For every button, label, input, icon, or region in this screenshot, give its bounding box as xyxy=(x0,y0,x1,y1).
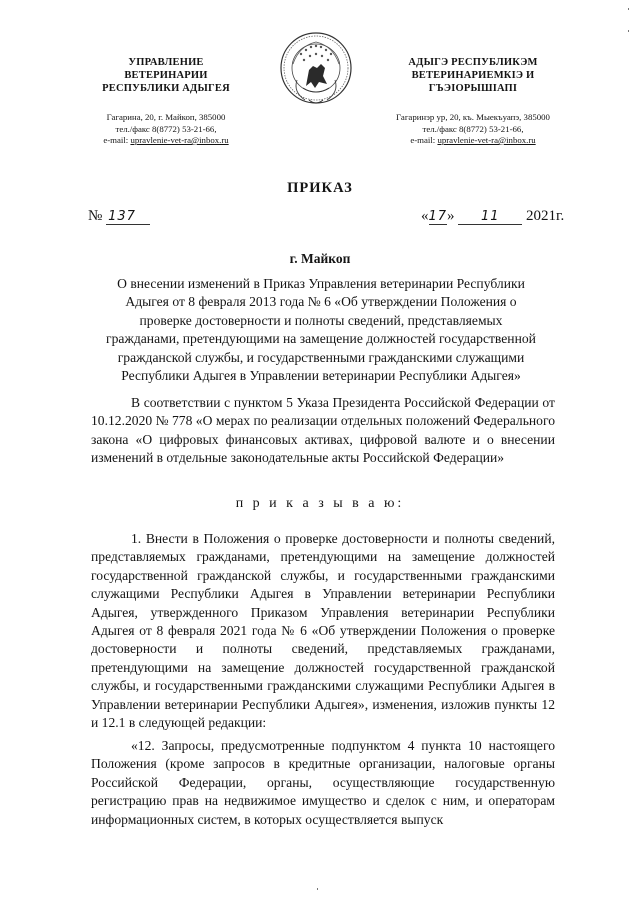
subject-line-4: гражданами, претендующими на замещение должностей государственной xyxy=(106,331,536,347)
left-email-link[interactable]: upravlenie-vet-ra@inbox.ru xyxy=(130,135,229,145)
preamble-text: В соответствии с пунктом 5 Указа Президента Российской Федерации от 10.12.2020 № 778 «О мерах по реализации отдельных положений Федерального закона «О цифровых финансовых активах, цифровой валюте и о внесении изменений в отдельные законодательные акты Российской Федерации» xyxy=(91,395,555,466)
left-email-line xyxy=(66,135,266,147)
item-12-paragraph xyxy=(91,737,555,829)
preamble-paragraph xyxy=(91,394,555,468)
right-org-line-3: ГЪЭIОРЫШIАПI xyxy=(428,83,518,94)
item-1-paragraph xyxy=(91,530,555,732)
scan-speck xyxy=(628,8,629,10)
date-open-quote: « xyxy=(421,208,429,224)
left-org-line-2: ВЕТЕРИНАРИИ xyxy=(124,70,208,81)
order-number xyxy=(88,208,150,225)
emblem xyxy=(279,30,353,110)
date-month: 11 xyxy=(458,209,522,225)
right-contacts xyxy=(366,112,580,147)
date-year: 2021г. xyxy=(526,208,565,224)
scan-speck xyxy=(628,30,629,32)
left-contacts xyxy=(66,112,266,147)
date-day: 17 xyxy=(428,209,448,224)
left-org-header xyxy=(66,56,266,95)
coat-of-arms-icon xyxy=(279,30,353,110)
right-org-line-1: АДЫГЭ РЕСПУБЛИКЭМ xyxy=(408,57,538,68)
item-12-text: «12. Запросы, предусмотренные подпунктом 4 пункта 10 настоящего Положения (кроме запросов в кредитные организации, налоговые органы Российской Федерации, органы, осуществляющие государственную регистрацию прав на недвижимое имущество и сделок с ним, и операторам информационных систем, в которых осуществляется выпуск xyxy=(91,738,555,827)
number-value: 137 xyxy=(106,209,150,225)
right-email-line xyxy=(366,135,580,147)
left-org-line-3: РЕСПУБЛИКИ АДЫГЕЯ xyxy=(102,83,230,94)
left-email-prefix: e-mail: xyxy=(103,135,131,145)
subject-line-6: Республики Адыгея в Управлении ветеринарии Республики Адыгея» xyxy=(121,368,521,384)
document-city: г. Майкоп xyxy=(289,251,351,266)
scan-speck xyxy=(317,888,318,890)
order-word: п р и к а з ы в а ю: xyxy=(235,496,405,511)
subject-line-1: О внесении изменений в Приказ Управления ветеринарии Республики xyxy=(117,276,525,291)
item-1-text: 1. Внести в Положения о проверке достоверности и полноты сведений, представляемых гражданами, претендующими на замещение должностей государственной гражданской службы, и государственными гражданскими служащими Республики Адыгея в Управлении ветеринарии Республики Адыгея, утвержденного Приказом Управления ветеринарии Республики Адыгея от 8 февраля 2021 года № 6 «Об утверждении Положения о проверке достоверности и полноты сведений, представляемых гражданами, претендующими на замещение должностей государственной гражданской службы, и государственными гражданскими служащими Республики Адыгея в Управлении ветеринарии Республики Адыгея», изменения, изложив пункты 12 и 12.1 в следующей редакции: xyxy=(91,531,555,731)
date-close-quote: » xyxy=(447,208,455,224)
right-email-prefix: e-mail: xyxy=(410,135,438,145)
subject-line-5: гражданской службы, и государственными гражданскими служащими xyxy=(117,349,525,365)
order-date xyxy=(421,208,564,225)
right-address: Гагаринэр ур, 20, къ. Мыекъуапэ, 385000 xyxy=(396,112,550,122)
number-label: № xyxy=(88,208,103,224)
document-subject xyxy=(76,275,566,385)
document-title: ПРИКАЗ xyxy=(287,180,353,196)
subject-line-2: Адыгея от 8 февраля 2013 года № 6 «Об утверждении Положения о xyxy=(125,294,517,310)
left-org-line-1: УПРАВЛЕНИЕ xyxy=(128,57,204,68)
left-phone: тел./факс 8(8772) 53-21-66, xyxy=(115,123,217,134)
right-org-header xyxy=(373,56,573,95)
right-email-link[interactable]: upravlenie-vet-ra@inbox.ru xyxy=(437,135,536,145)
subject-line-3: проверке достоверности и полноты сведений, представляемых xyxy=(139,312,503,328)
left-address: Гагарина, 20, г. Майкоп, 385000 xyxy=(106,112,226,122)
right-org-line-2: ВЕТЕРИНАРИЕМКIЭ И xyxy=(411,70,535,81)
right-phone: тел./факс 8(8772) 53-21-66, xyxy=(422,123,524,134)
